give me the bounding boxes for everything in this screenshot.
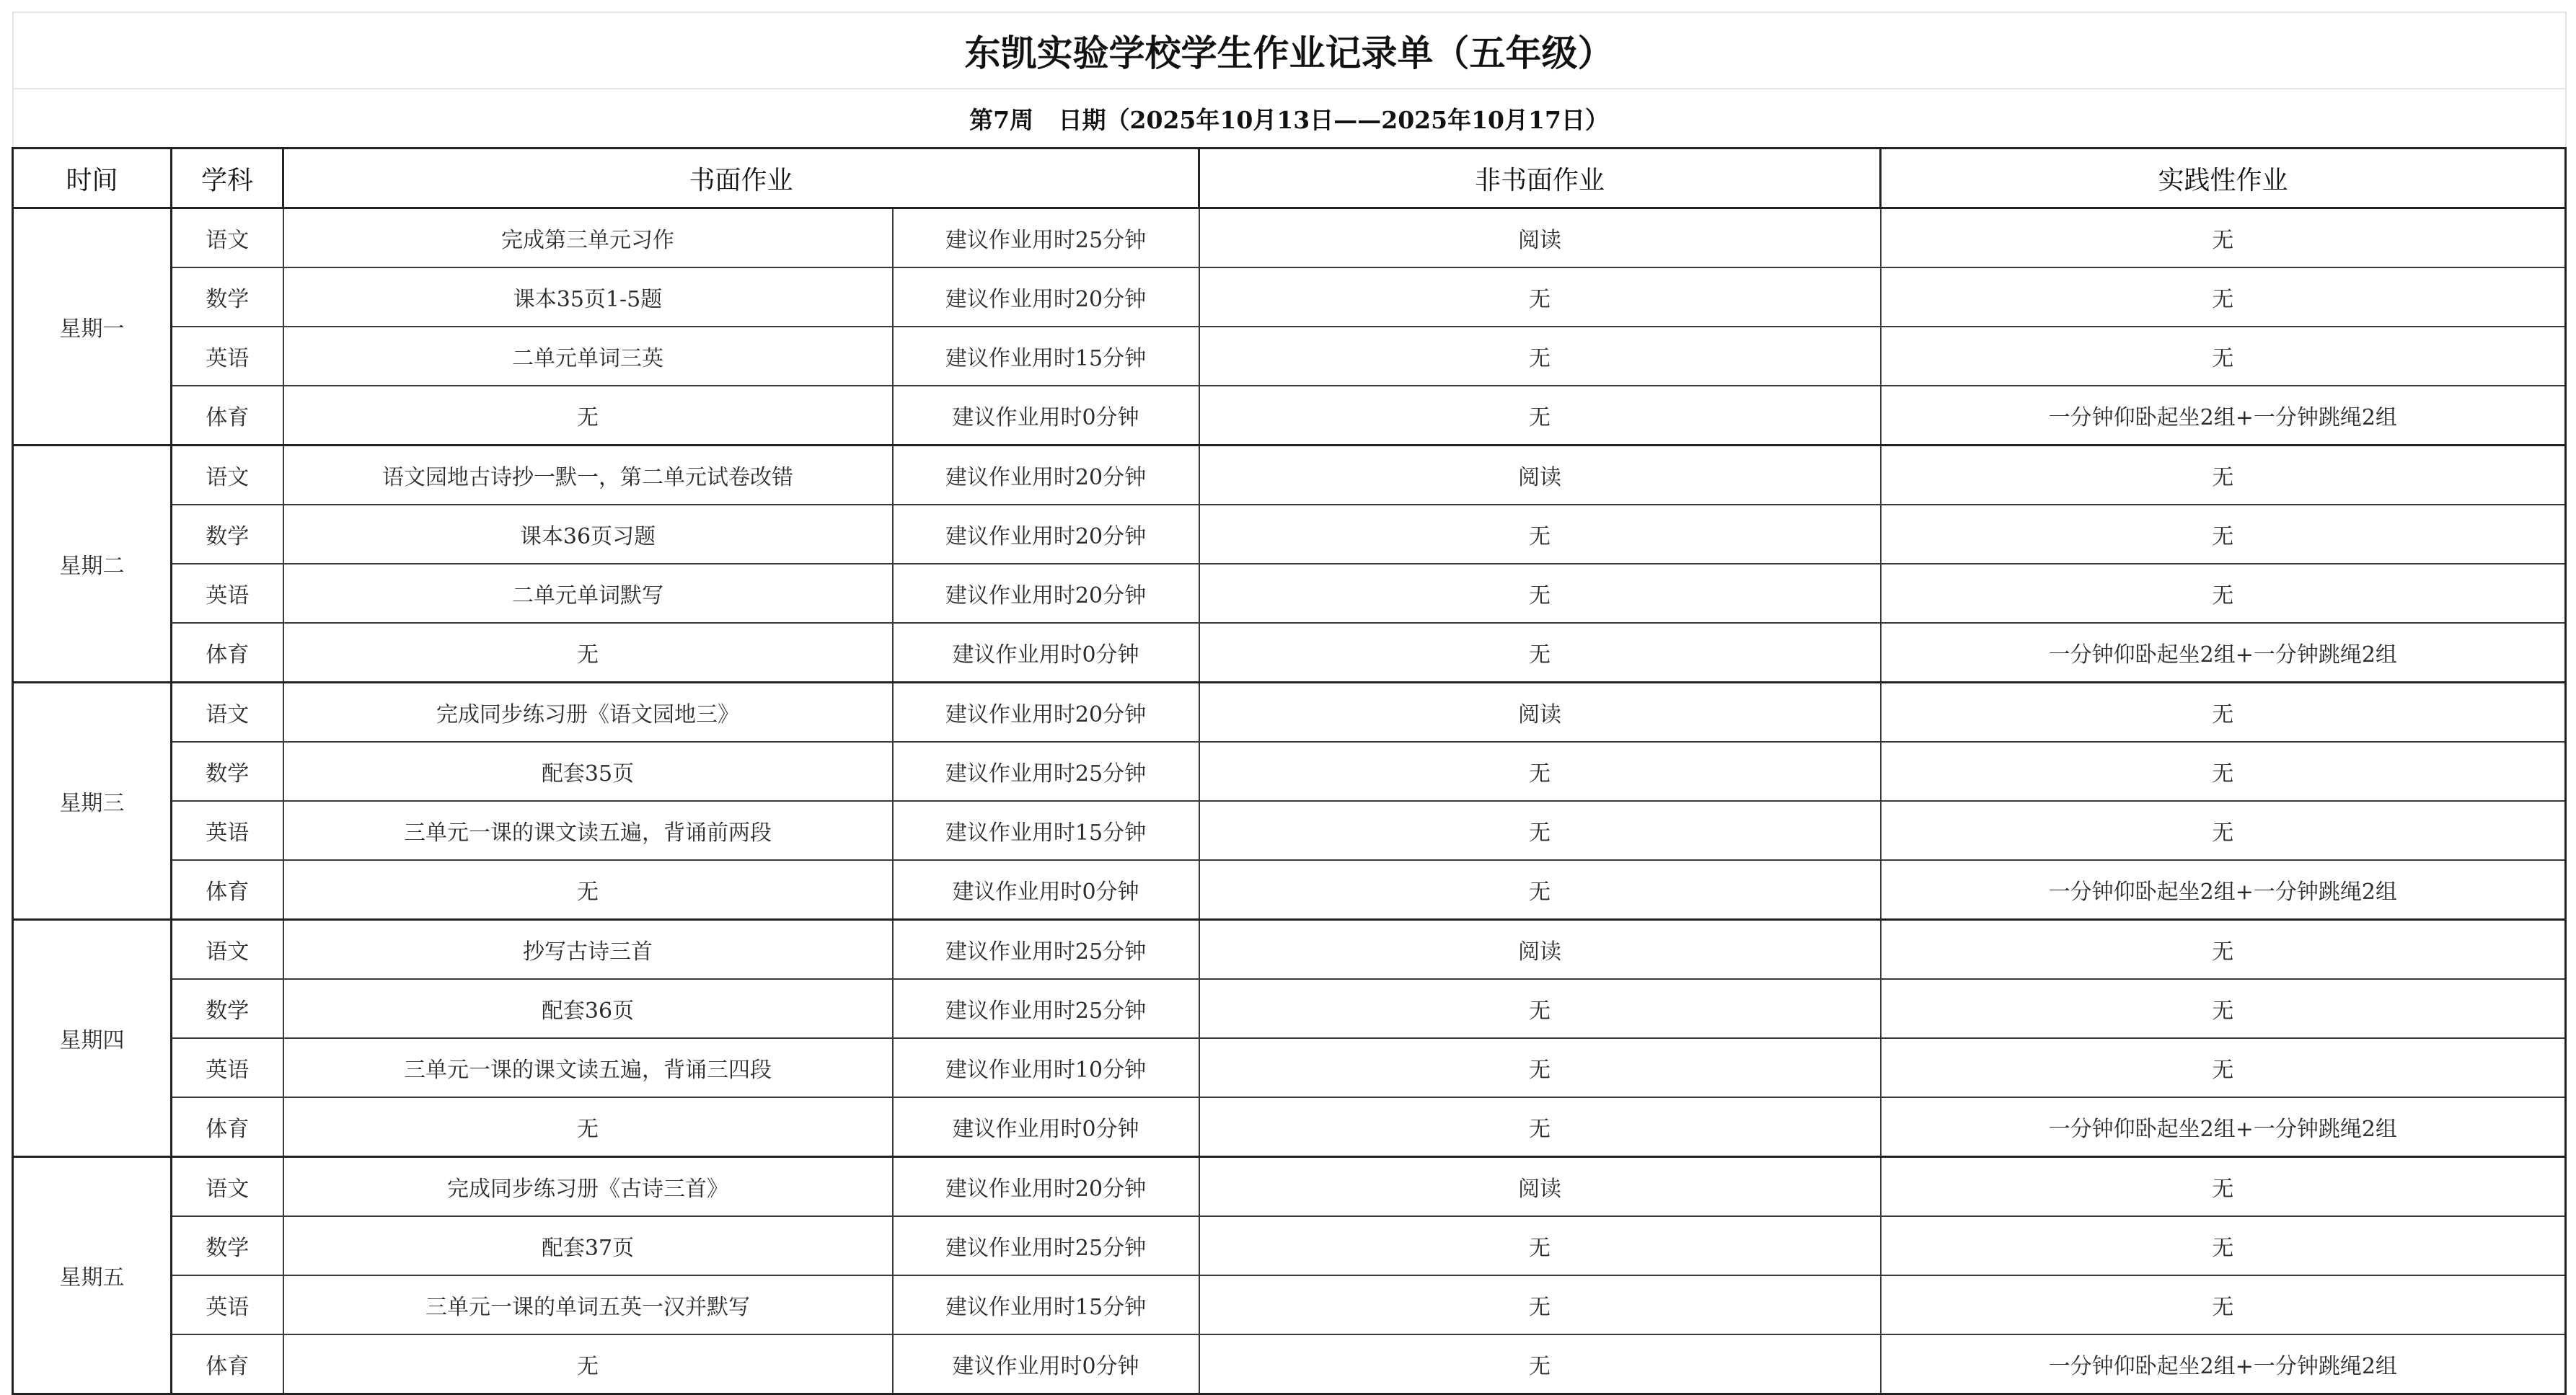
subject-cell: 英语 (172, 564, 283, 623)
written-homework-cell: 课本35页1-5题 (283, 267, 893, 327)
written-homework-cell: 配套35页 (283, 742, 893, 801)
non-written-homework-cell: 无 (1199, 267, 1881, 327)
duration-cell: 建议作业用时15分钟 (893, 327, 1199, 386)
subject-cell: 数学 (172, 267, 283, 327)
header-non-written: 非书面作业 (1199, 149, 1881, 208)
subject-cell: 数学 (172, 505, 283, 564)
non-written-homework-cell: 无 (1199, 742, 1881, 801)
duration-cell: 建议作业用时20分钟 (893, 446, 1199, 505)
non-written-homework-cell: 无 (1199, 386, 1881, 446)
non-written-homework-cell: 无 (1199, 1334, 1881, 1394)
subject-cell: 语文 (172, 208, 283, 268)
duration-cell: 建议作业用时10分钟 (893, 1038, 1199, 1097)
practical-homework-cell: 一分钟仰卧起坐2组+一分钟跳绳2组 (1881, 623, 2566, 683)
table-row (13, 1216, 2566, 1275)
subject-cell: 体育 (172, 623, 283, 683)
non-written-homework-cell: 无 (1199, 1097, 1881, 1157)
day-cell: 星期二 (13, 446, 172, 683)
written-homework-cell: 完成同步练习册《语文园地三》 (283, 683, 893, 743)
table-row (13, 1275, 2566, 1334)
table-row (13, 742, 2566, 801)
non-written-homework-cell: 无 (1199, 505, 1881, 564)
practical-homework-cell: 无 (1881, 683, 2566, 743)
table-row (13, 1157, 2566, 1217)
subject-cell: 数学 (172, 1216, 283, 1275)
table-row (13, 1097, 2566, 1157)
table-row (13, 267, 2566, 327)
table-row (13, 564, 2566, 623)
non-written-homework-cell: 阅读 (1199, 920, 1881, 980)
day-cell: 星期一 (13, 208, 172, 446)
header-row (13, 149, 2566, 208)
written-homework-cell: 三单元一课的单词五英一汉并默写 (283, 1275, 893, 1334)
written-homework-cell: 二单元单词默写 (283, 564, 893, 623)
practical-homework-cell: 一分钟仰卧起坐2组+一分钟跳绳2组 (1881, 1097, 2566, 1157)
week-row (13, 89, 2566, 149)
written-homework-cell: 无 (283, 1097, 893, 1157)
table-row (13, 920, 2566, 980)
subject-cell: 语文 (172, 446, 283, 505)
written-homework-cell: 无 (283, 386, 893, 446)
subject-cell: 英语 (172, 1275, 283, 1334)
duration-cell: 建议作业用时20分钟 (893, 505, 1199, 564)
duration-cell: 建议作业用时0分钟 (893, 1097, 1199, 1157)
duration-cell: 建议作业用时25分钟 (893, 920, 1199, 980)
non-written-homework-cell: 无 (1199, 564, 1881, 623)
duration-cell: 建议作业用时25分钟 (893, 1216, 1199, 1275)
subject-cell: 体育 (172, 860, 283, 920)
practical-homework-cell: 一分钟仰卧起坐2组+一分钟跳绳2组 (1881, 386, 2566, 446)
practical-homework-cell: 无 (1881, 1216, 2566, 1275)
non-written-homework-cell: 无 (1199, 801, 1881, 860)
written-homework-cell: 配套37页 (283, 1216, 893, 1275)
table-row (13, 386, 2566, 446)
non-written-homework-cell: 阅读 (1199, 683, 1881, 743)
written-homework-cell: 配套36页 (283, 979, 893, 1038)
duration-cell: 建议作业用时0分钟 (893, 1334, 1199, 1394)
written-homework-cell: 语文园地古诗抄一默一，第二单元试卷改错 (283, 446, 893, 505)
header-time: 时间 (13, 149, 172, 208)
practical-homework-cell: 一分钟仰卧起坐2组+一分钟跳绳2组 (1881, 1334, 2566, 1394)
table-row (13, 1334, 2566, 1394)
duration-cell: 建议作业用时15分钟 (893, 1275, 1199, 1334)
written-homework-cell: 二单元单词三英 (283, 327, 893, 386)
subject-cell: 体育 (172, 1097, 283, 1157)
written-homework-cell: 完成同步练习册《古诗三首》 (283, 1157, 893, 1217)
table-row (13, 683, 2566, 743)
non-written-homework-cell: 无 (1199, 979, 1881, 1038)
subject-cell: 语文 (172, 920, 283, 980)
duration-cell: 建议作业用时0分钟 (893, 860, 1199, 920)
practical-homework-cell: 无 (1881, 1038, 2566, 1097)
practical-homework-cell: 无 (1881, 1275, 2566, 1334)
duration-cell: 建议作业用时20分钟 (893, 1157, 1199, 1217)
table-row (13, 208, 2566, 268)
practical-homework-cell: 无 (1881, 327, 2566, 386)
duration-cell: 建议作业用时25分钟 (893, 208, 1199, 268)
table-row (13, 623, 2566, 683)
duration-cell: 建议作业用时25分钟 (893, 979, 1199, 1038)
non-written-homework-cell: 阅读 (1199, 446, 1881, 505)
duration-cell: 建议作业用时20分钟 (893, 564, 1199, 623)
table-row (13, 505, 2566, 564)
duration-cell: 建议作业用时0分钟 (893, 386, 1199, 446)
subject-cell: 语文 (172, 1157, 283, 1217)
practical-homework-cell: 无 (1881, 505, 2566, 564)
written-homework-cell: 完成第三单元习作 (283, 208, 893, 268)
day-cell: 星期五 (13, 1157, 172, 1394)
table-row (13, 327, 2566, 386)
practical-homework-cell: 无 (1881, 208, 2566, 268)
subject-cell: 体育 (172, 1334, 283, 1394)
subject-cell: 英语 (172, 1038, 283, 1097)
non-written-homework-cell: 无 (1199, 327, 1881, 386)
written-homework-cell: 三单元一课的课文读五遍，背诵前两段 (283, 801, 893, 860)
header-written: 书面作业 (283, 149, 1199, 208)
non-written-homework-cell: 无 (1199, 860, 1881, 920)
duration-cell: 建议作业用时20分钟 (893, 267, 1199, 327)
practical-homework-cell: 无 (1881, 564, 2566, 623)
written-homework-cell: 抄写古诗三首 (283, 920, 893, 980)
duration-cell: 建议作业用时20分钟 (893, 683, 1199, 743)
day-cell: 星期三 (13, 683, 172, 920)
practical-homework-cell: 无 (1881, 446, 2566, 505)
practical-homework-cell: 无 (1881, 742, 2566, 801)
sheet-title: 东凯实验学校学生作业记录单（五年级） (13, 12, 2566, 89)
week-date-line: 第7周 日期（2025年10月13日——2025年10月17日） (13, 89, 2566, 149)
practical-homework-cell: 无 (1881, 1157, 2566, 1217)
subject-cell: 体育 (172, 386, 283, 446)
subject-cell: 语文 (172, 683, 283, 743)
table-row (13, 1038, 2566, 1097)
homework-table (12, 12, 2567, 1395)
homework-sheet (12, 12, 2564, 1395)
duration-cell: 建议作业用时15分钟 (893, 801, 1199, 860)
practical-homework-cell: 一分钟仰卧起坐2组+一分钟跳绳2组 (1881, 860, 2566, 920)
duration-cell: 建议作业用时25分钟 (893, 742, 1199, 801)
table-row (13, 801, 2566, 860)
practical-homework-cell: 无 (1881, 267, 2566, 327)
written-homework-cell: 三单元一课的课文读五遍，背诵三四段 (283, 1038, 893, 1097)
day-cell: 星期四 (13, 920, 172, 1157)
title-row (13, 12, 2566, 89)
non-written-homework-cell: 无 (1199, 1275, 1881, 1334)
subject-cell: 英语 (172, 327, 283, 386)
non-written-homework-cell: 阅读 (1199, 208, 1881, 268)
practical-homework-cell: 无 (1881, 801, 2566, 860)
non-written-homework-cell: 阅读 (1199, 1157, 1881, 1217)
header-practical: 实践性作业 (1881, 149, 2566, 208)
non-written-homework-cell: 无 (1199, 1038, 1881, 1097)
table-row (13, 979, 2566, 1038)
subject-cell: 数学 (172, 742, 283, 801)
subject-cell: 英语 (172, 801, 283, 860)
header-subject: 学科 (172, 149, 283, 208)
practical-homework-cell: 无 (1881, 979, 2566, 1038)
written-homework-cell: 无 (283, 623, 893, 683)
subject-cell: 数学 (172, 979, 283, 1038)
table-row (13, 860, 2566, 920)
practical-homework-cell: 无 (1881, 920, 2566, 980)
written-homework-cell: 课本36页习题 (283, 505, 893, 564)
table-row (13, 446, 2566, 505)
non-written-homework-cell: 无 (1199, 1216, 1881, 1275)
duration-cell: 建议作业用时0分钟 (893, 623, 1199, 683)
written-homework-cell: 无 (283, 860, 893, 920)
written-homework-cell: 无 (283, 1334, 893, 1394)
non-written-homework-cell: 无 (1199, 623, 1881, 683)
